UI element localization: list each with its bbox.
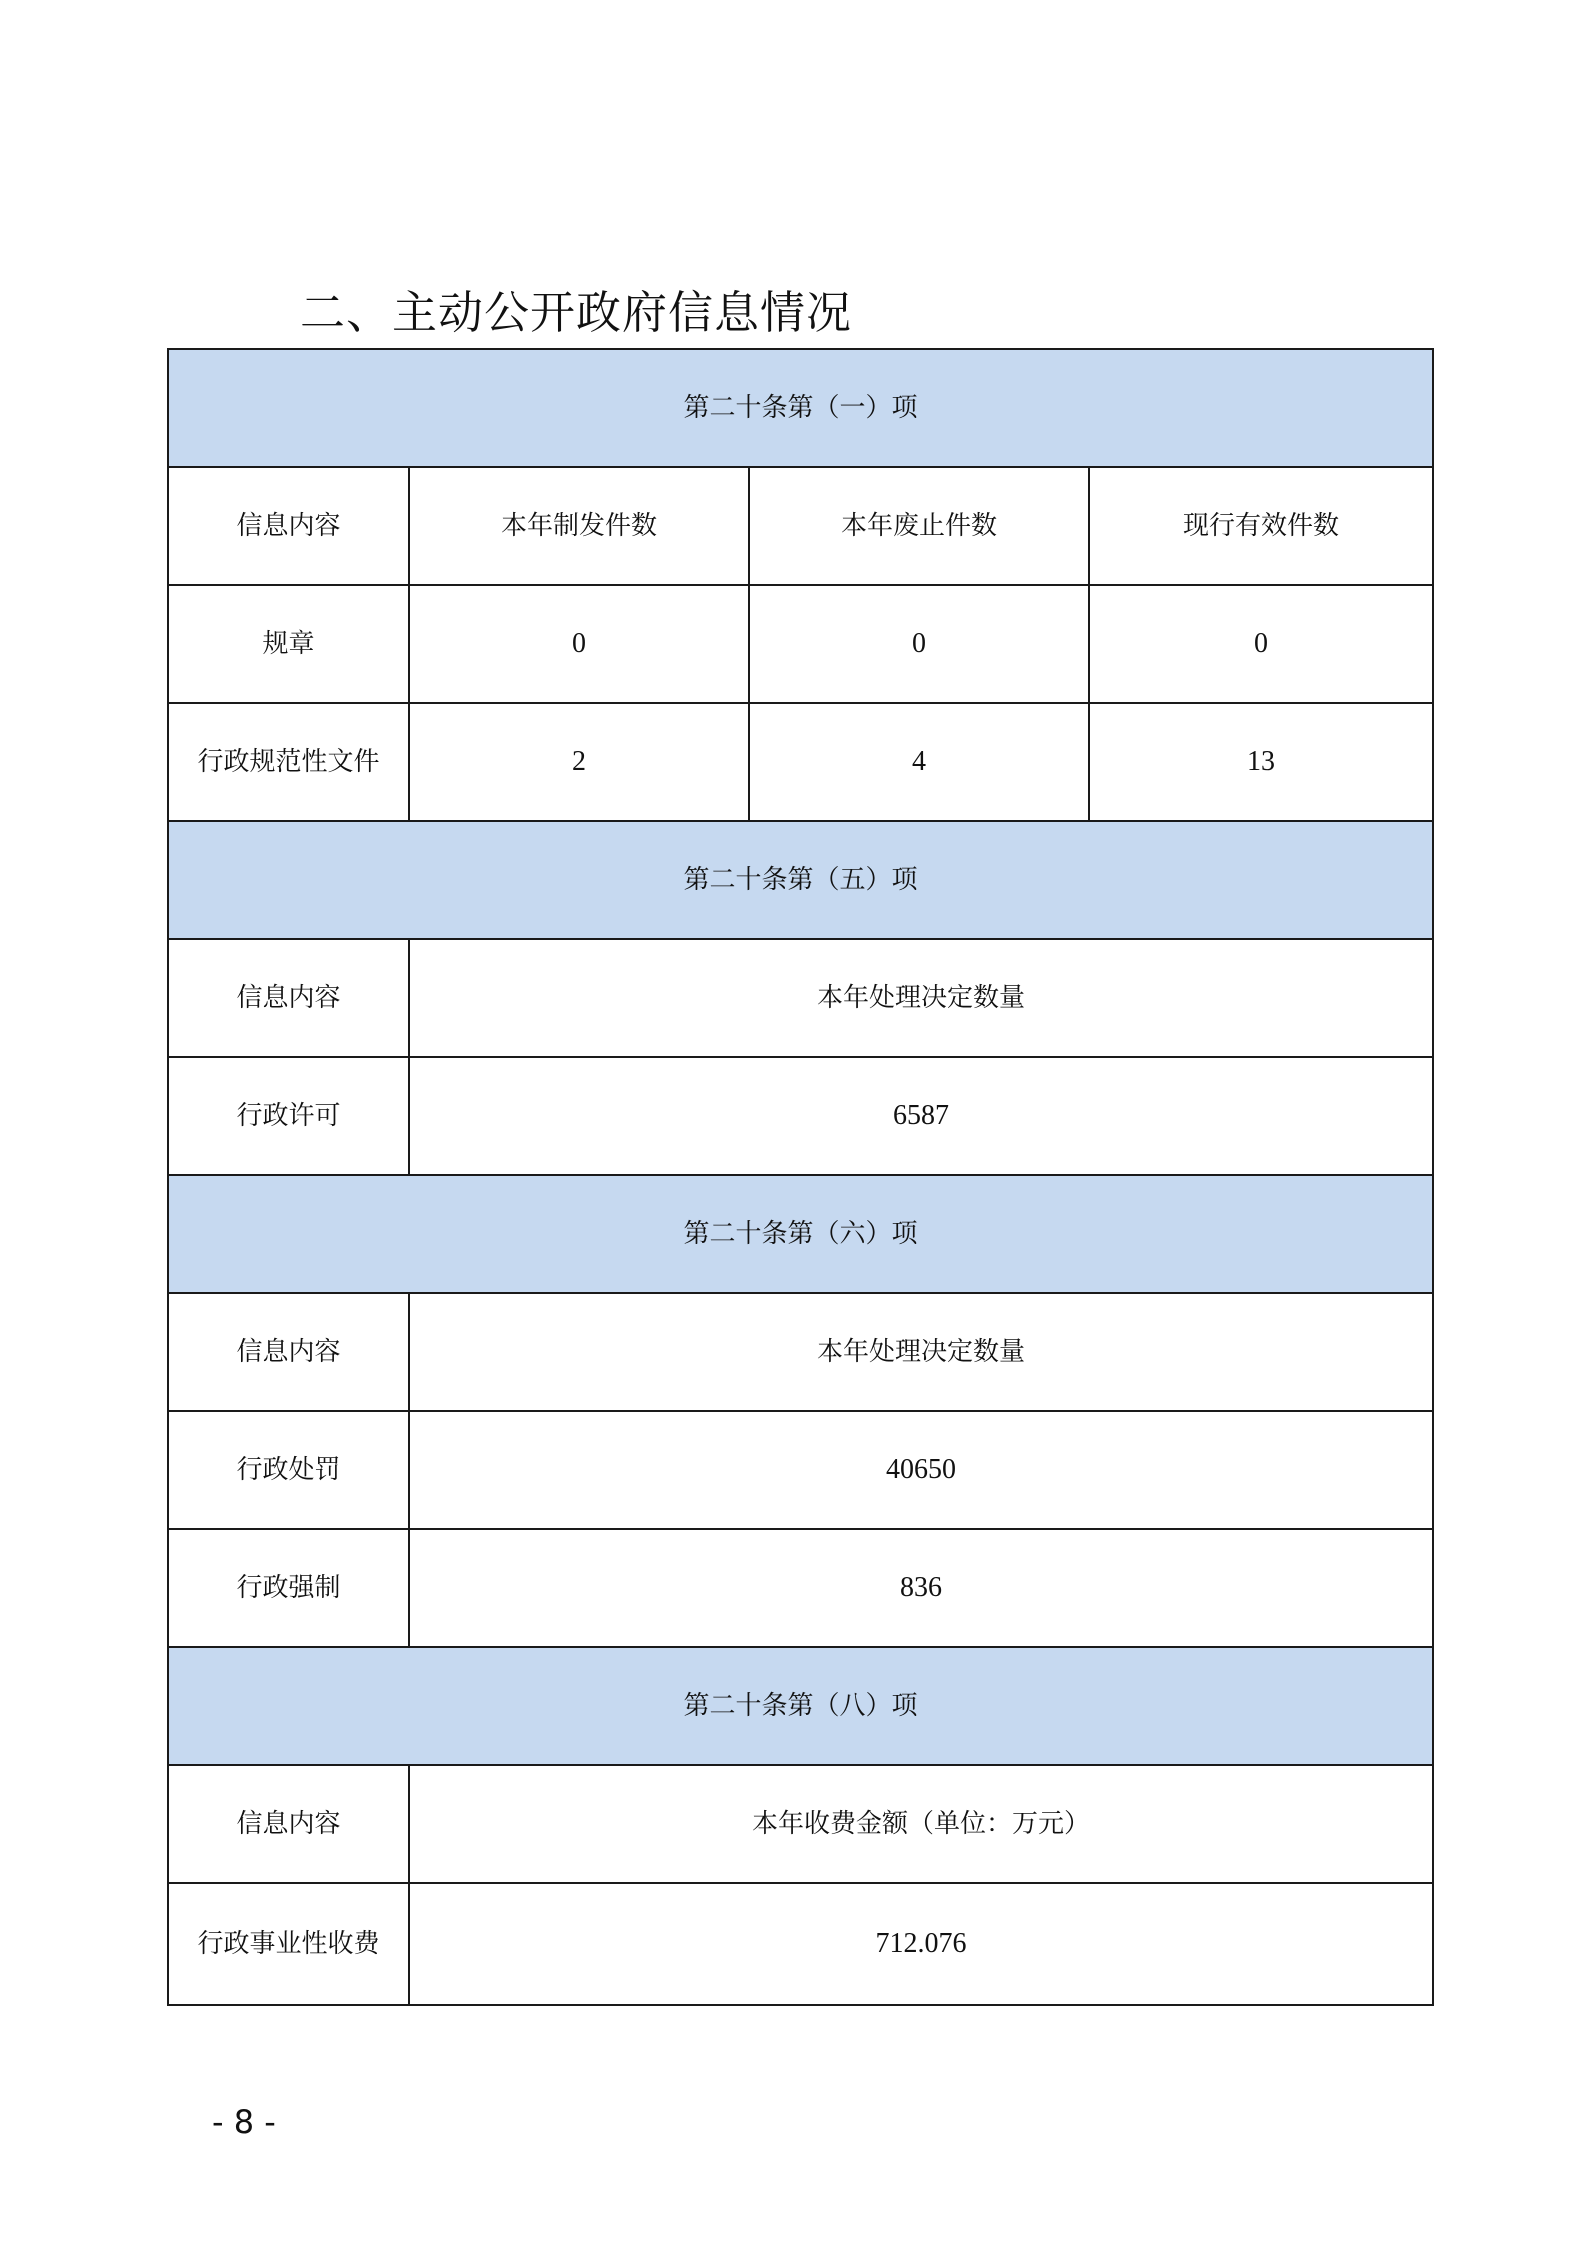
section-row-article-20-1 (168, 349, 1433, 467)
header-value-cell: 本年处理决定数量 (409, 1293, 1433, 1411)
section-heading: 二、主动公开政府信息情况 (300, 286, 853, 339)
header-label-cell: 信息内容 (168, 939, 409, 1057)
section-title: 第二十条第（八）项 (168, 1647, 1433, 1765)
section-title: 第二十条第（六）项 (168, 1175, 1433, 1293)
row-label-cell: 行政强制 (168, 1529, 409, 1647)
section-title: 第二十条第（一）项 (168, 349, 1433, 467)
row-label-cell: 规章 (168, 585, 409, 703)
disclosure-table (167, 348, 1434, 2006)
table-row (168, 1529, 1433, 1647)
section-row-article-20-6 (168, 1175, 1433, 1293)
table-row (168, 1411, 1433, 1529)
header-value-cell: 本年处理决定数量 (409, 939, 1433, 1057)
section-row-article-20-5 (168, 821, 1433, 939)
decision-count-cell: 6587 (409, 1057, 1433, 1175)
table-row (168, 703, 1433, 821)
abolished-count-cell: 4 (749, 703, 1089, 821)
page-number: - 8 - (212, 2103, 276, 2141)
row-label-cell: 行政规范性文件 (168, 703, 409, 821)
header-label-cell: 信息内容 (168, 1293, 409, 1411)
table-row (168, 585, 1433, 703)
issued-count-cell: 0 (409, 585, 749, 703)
row-label-cell: 行政事业性收费 (168, 1883, 409, 2005)
header-abolished-cell: 本年废止件数 (749, 467, 1089, 585)
issued-count-cell: 2 (409, 703, 749, 821)
row-label-cell: 行政许可 (168, 1057, 409, 1175)
header-row (168, 467, 1433, 585)
header-row (168, 1765, 1433, 1883)
table-row (168, 1057, 1433, 1175)
header-row (168, 939, 1433, 1057)
table-row (168, 1883, 1433, 2005)
valid-count-cell: 13 (1089, 703, 1433, 821)
decision-count-cell: 836 (409, 1529, 1433, 1647)
decision-count-cell: 40650 (409, 1411, 1433, 1529)
header-label-cell: 信息内容 (168, 467, 409, 585)
header-value-cell: 本年收费金额（单位：万元） (409, 1765, 1433, 1883)
fee-amount-cell: 712.076 (409, 1883, 1433, 2005)
valid-count-cell: 0 (1089, 585, 1433, 703)
section-row-article-20-8 (168, 1647, 1433, 1765)
header-valid-cell: 现行有效件数 (1089, 467, 1433, 585)
header-issued-cell: 本年制发件数 (409, 467, 749, 585)
header-label-cell: 信息内容 (168, 1765, 409, 1883)
row-label-cell: 行政处罚 (168, 1411, 409, 1529)
header-row (168, 1293, 1433, 1411)
section-title: 第二十条第（五）项 (168, 821, 1433, 939)
abolished-count-cell: 0 (749, 585, 1089, 703)
